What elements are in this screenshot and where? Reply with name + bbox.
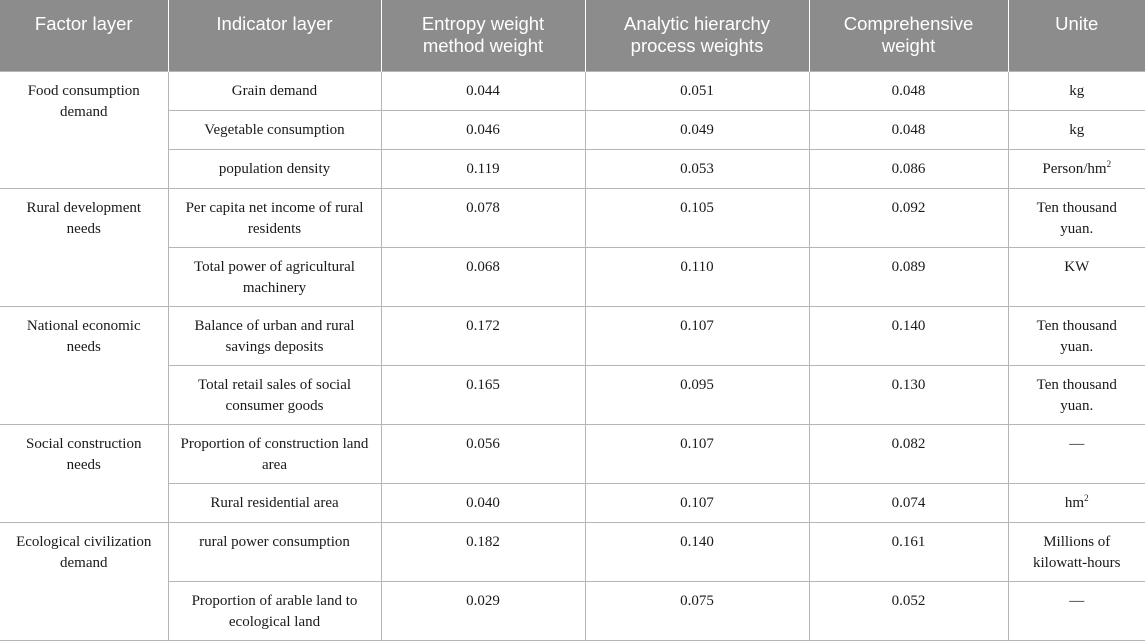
table-row bbox=[0, 365, 1145, 424]
ahp-weight-cell: 0.140 bbox=[585, 522, 809, 581]
unit-text: — bbox=[1069, 592, 1085, 609]
factor-cell: Social construction needs bbox=[0, 424, 168, 522]
comprehensive-weight-cell: 0.048 bbox=[809, 110, 1008, 149]
factor-cell: Food consumption demand bbox=[0, 71, 168, 188]
unit-cell bbox=[1008, 522, 1145, 581]
table-row bbox=[0, 188, 1145, 247]
comprehensive-weight-cell: 0.082 bbox=[809, 424, 1008, 483]
entropy-weight-cell: 0.044 bbox=[381, 71, 585, 110]
ahp-weight-cell: 0.075 bbox=[585, 581, 809, 640]
entropy-weight-cell: 0.078 bbox=[381, 188, 585, 247]
ahp-weight-cell: 0.049 bbox=[585, 110, 809, 149]
indicator-cell: Proportion of construction land area bbox=[168, 424, 381, 483]
ahp-weight-cell: 0.107 bbox=[585, 483, 809, 522]
entropy-weight-cell: 0.046 bbox=[381, 110, 585, 149]
header-entropy-weight: Entropy weight method weight bbox=[381, 0, 585, 71]
unit-cell bbox=[1008, 365, 1145, 424]
entropy-weight-cell: 0.029 bbox=[381, 581, 585, 640]
factor-cell: National economic needs bbox=[0, 306, 168, 424]
entropy-weight-cell: 0.056 bbox=[381, 424, 585, 483]
ahp-weight-cell: 0.051 bbox=[585, 71, 809, 110]
header-comprehensive-weight: Comprehensive weight bbox=[809, 0, 1008, 71]
unit-cell bbox=[1008, 581, 1145, 640]
entropy-weight-cell: 0.068 bbox=[381, 247, 585, 306]
unit-text: Millions of kilowatt-hours bbox=[1033, 533, 1121, 571]
indicator-cell: Proportion of arable land to ecological land bbox=[168, 581, 381, 640]
header-ahp-weight: Analytic hierarchy process weights bbox=[585, 0, 809, 71]
unit-cell bbox=[1008, 424, 1145, 483]
indicator-cell: Rural residential area bbox=[168, 483, 381, 522]
indicator-cell: Vegetable consumption bbox=[168, 110, 381, 149]
unit-text: kg bbox=[1069, 82, 1085, 99]
table-row bbox=[0, 483, 1145, 522]
entropy-weight-cell: 0.040 bbox=[381, 483, 585, 522]
table-row bbox=[0, 306, 1145, 365]
ahp-weight-cell: 0.095 bbox=[585, 365, 809, 424]
header-indicator-layer: Indicator layer bbox=[168, 0, 381, 71]
comprehensive-weight-cell: 0.140 bbox=[809, 306, 1008, 365]
indicator-cell: Balance of urban and rural savings deposits bbox=[168, 306, 381, 365]
ahp-weight-cell: 0.110 bbox=[585, 247, 809, 306]
indicator-cell: rural power consumption bbox=[168, 522, 381, 581]
header-factor-layer: Factor layer bbox=[0, 0, 168, 71]
factor-cell: Rural development needs bbox=[0, 188, 168, 306]
comprehensive-weight-cell: 0.052 bbox=[809, 581, 1008, 640]
table-body bbox=[0, 71, 1145, 640]
ahp-weight-cell: 0.107 bbox=[585, 306, 809, 365]
unit-cell bbox=[1008, 149, 1145, 188]
table-row bbox=[0, 149, 1145, 188]
comprehensive-weight-cell: 0.086 bbox=[809, 149, 1008, 188]
comprehensive-weight-cell: 0.161 bbox=[809, 522, 1008, 581]
unit-text: Ten thousand yuan. bbox=[1036, 376, 1117, 414]
table-row bbox=[0, 424, 1145, 483]
indicator-cell: Grain demand bbox=[168, 71, 381, 110]
comprehensive-weight-cell: 0.089 bbox=[809, 247, 1008, 306]
table-header-row bbox=[0, 0, 1145, 71]
table-row bbox=[0, 581, 1145, 640]
unit-text: Ten thousand yuan. bbox=[1036, 317, 1117, 355]
ahp-weight-cell: 0.107 bbox=[585, 424, 809, 483]
unit-text: Person/hm bbox=[1042, 160, 1107, 177]
entropy-weight-cell: 0.119 bbox=[381, 149, 585, 188]
unit-cell bbox=[1008, 247, 1145, 306]
unit-text: KW bbox=[1064, 258, 1090, 275]
header-unit: Unite bbox=[1008, 0, 1145, 71]
unit-cell bbox=[1008, 306, 1145, 365]
entropy-weight-cell: 0.165 bbox=[381, 365, 585, 424]
unit-cell bbox=[1008, 188, 1145, 247]
indicator-cell: Total power of agricultural machinery bbox=[168, 247, 381, 306]
unit-superscript: 2 bbox=[1106, 158, 1112, 169]
indicator-cell: population density bbox=[168, 149, 381, 188]
unit-cell bbox=[1008, 71, 1145, 110]
unit-cell bbox=[1008, 483, 1145, 522]
entropy-weight-cell: 0.182 bbox=[381, 522, 585, 581]
unit-text: hm bbox=[1064, 494, 1085, 511]
comprehensive-weight-cell: 0.092 bbox=[809, 188, 1008, 247]
unit-text: Ten thousand yuan. bbox=[1036, 199, 1117, 237]
comprehensive-weight-cell: 0.130 bbox=[809, 365, 1008, 424]
entropy-weight-cell: 0.172 bbox=[381, 306, 585, 365]
table-row bbox=[0, 247, 1145, 306]
comprehensive-weight-cell: 0.048 bbox=[809, 71, 1008, 110]
ahp-weight-cell: 0.053 bbox=[585, 149, 809, 188]
unit-text: kg bbox=[1069, 121, 1085, 138]
indicator-cell: Per capita net income of rural residents bbox=[168, 188, 381, 247]
table-row bbox=[0, 522, 1145, 581]
ahp-weight-cell: 0.105 bbox=[585, 188, 809, 247]
indicator-cell: Total retail sales of social consumer goods bbox=[168, 365, 381, 424]
unit-superscript: 2 bbox=[1084, 492, 1089, 503]
unit-text: — bbox=[1069, 435, 1085, 452]
unit-cell bbox=[1008, 110, 1145, 149]
comprehensive-weight-cell: 0.074 bbox=[809, 483, 1008, 522]
factor-cell: Ecological civilization demand bbox=[0, 522, 168, 640]
table-row bbox=[0, 110, 1145, 149]
table-row bbox=[0, 71, 1145, 110]
